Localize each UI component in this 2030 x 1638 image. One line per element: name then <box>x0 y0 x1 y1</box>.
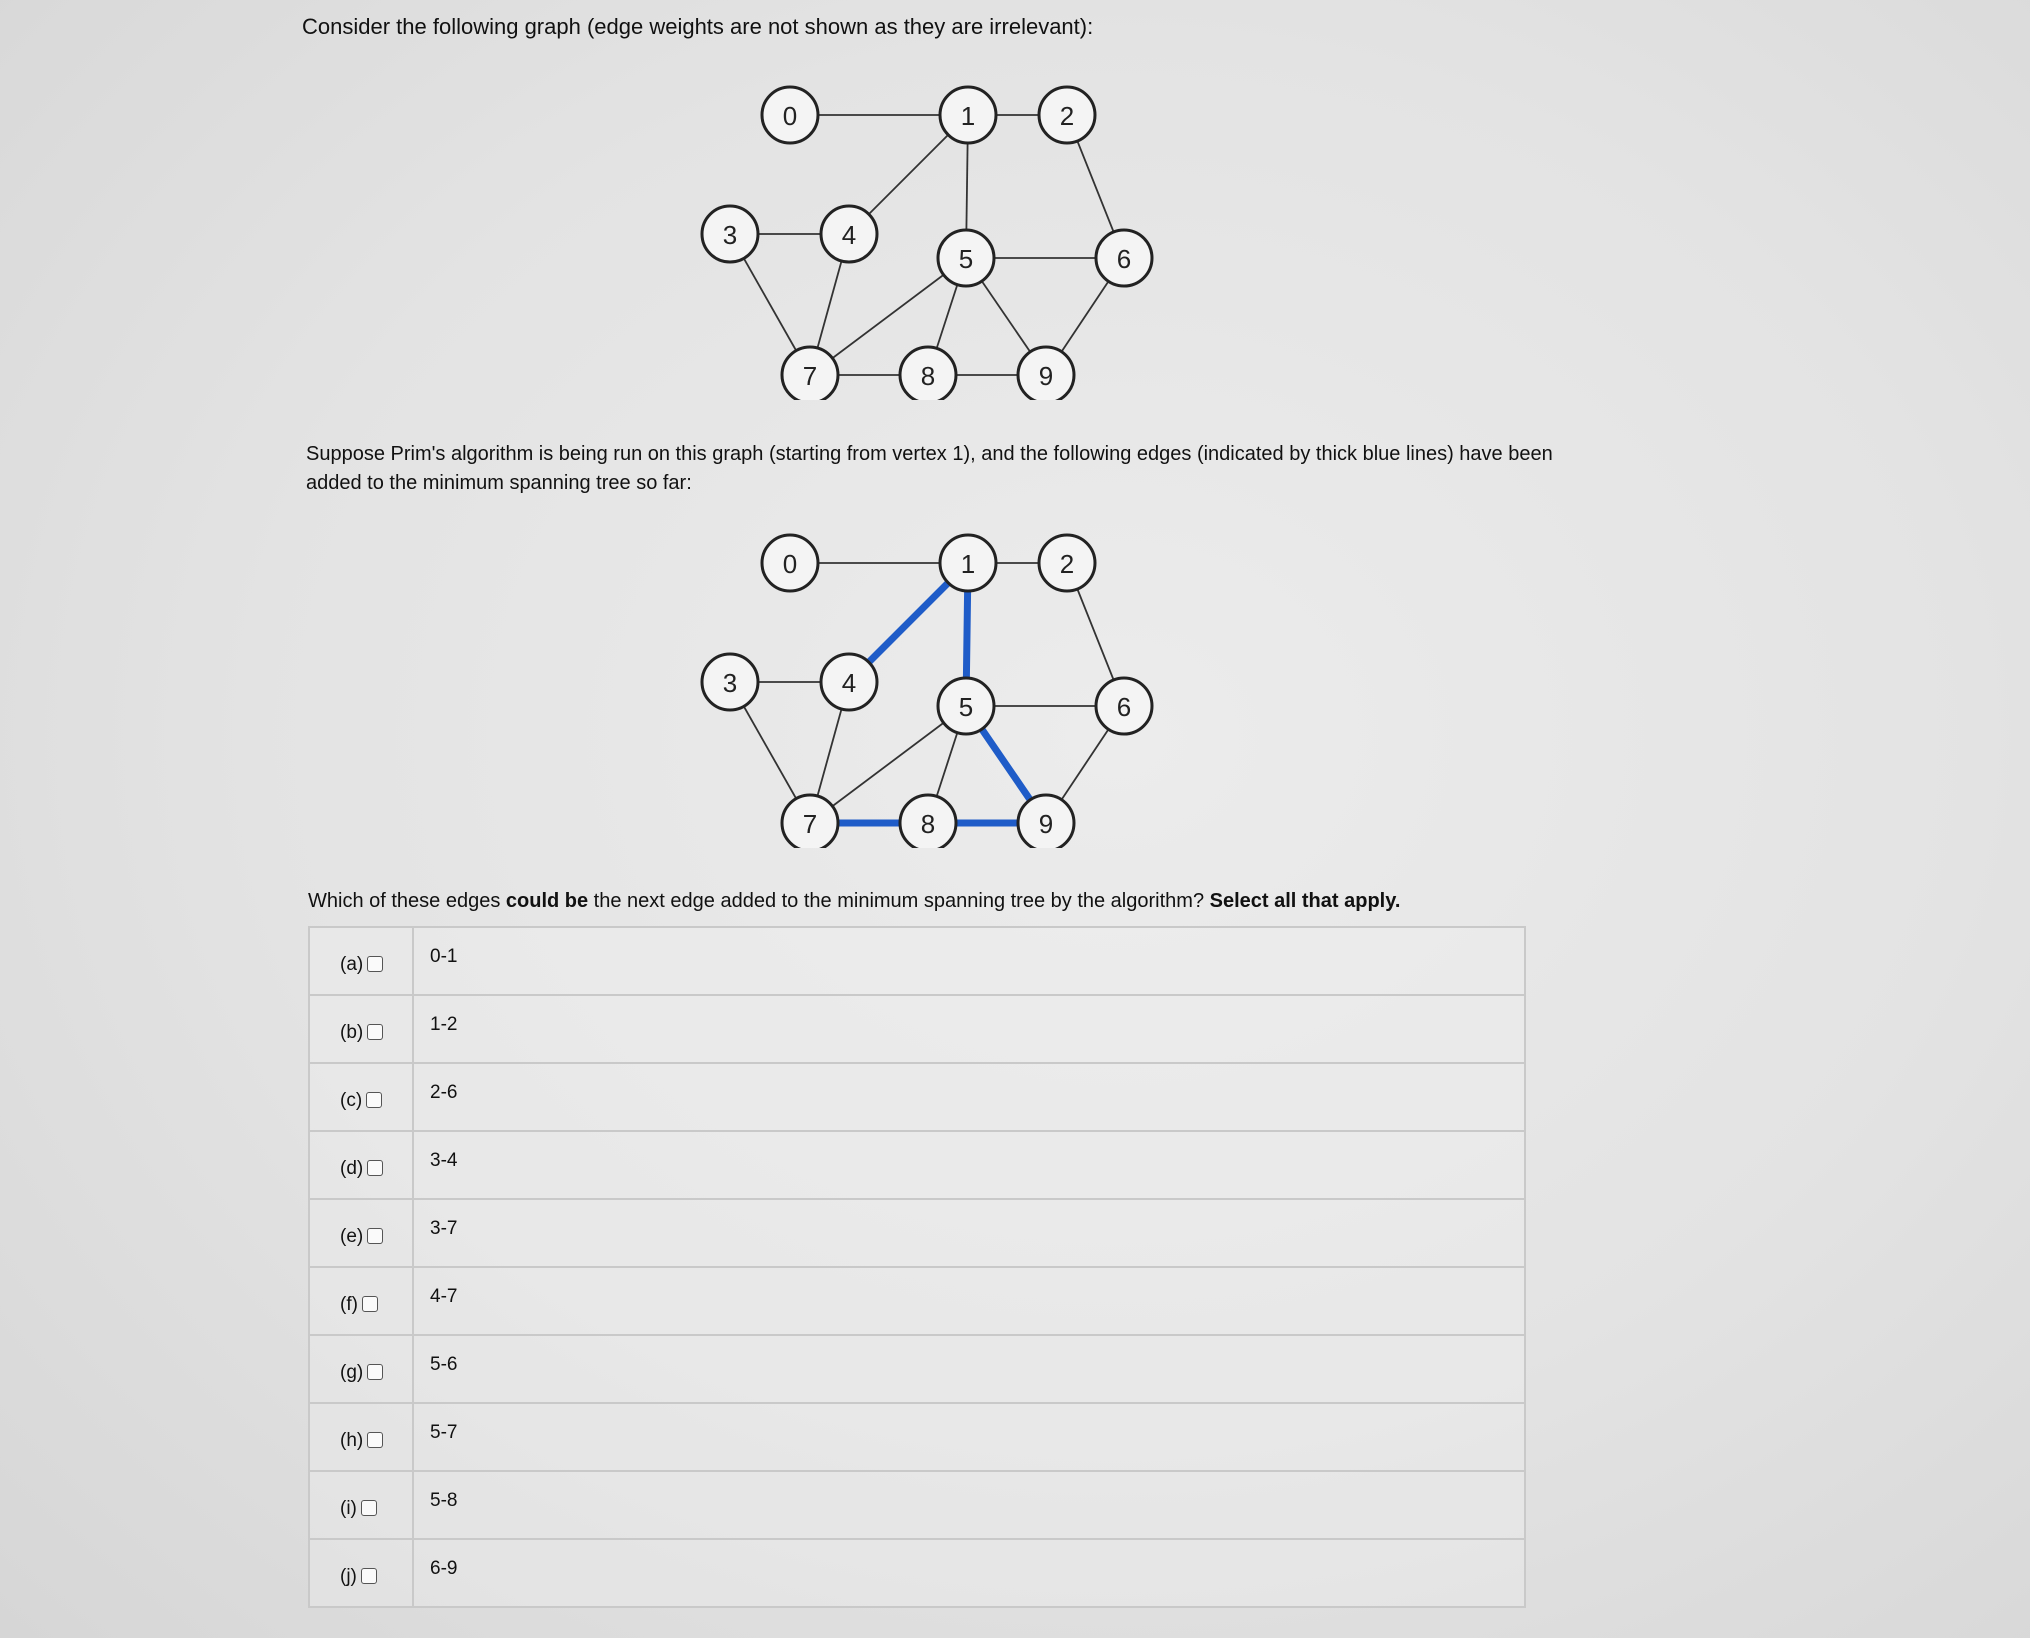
option-letter: (a) <box>340 954 364 975</box>
option-row-5-6 <box>310 1336 1524 1404</box>
option-edge-label: 5-6 <box>430 1354 458 1375</box>
option-label-cell <box>310 1472 414 1538</box>
graph-node-1 <box>940 535 996 591</box>
graph-node-7 <box>782 795 838 848</box>
question-part-1: Which of these edges <box>308 890 506 912</box>
option-letter: (d) <box>340 1158 364 1179</box>
option-checkbox[interactable] <box>367 1432 383 1448</box>
node-label: 1 <box>960 549 976 579</box>
option-letter: (f) <box>340 1294 358 1315</box>
node-label: 2 <box>1059 549 1075 579</box>
option-row-4-7 <box>310 1268 1524 1336</box>
option-row-3-7 <box>310 1200 1524 1268</box>
answer-options-table <box>308 926 1526 1608</box>
node-label: 5 <box>958 244 974 274</box>
graph-node-4 <box>821 654 877 710</box>
graph-node-4 <box>821 206 877 262</box>
graph-node-9 <box>1018 347 1074 400</box>
node-label: 7 <box>802 809 818 839</box>
option-letter: (e) <box>340 1226 364 1247</box>
option-label-cell <box>310 1064 414 1130</box>
option-edge-label: 6-9 <box>430 1558 458 1579</box>
option-row-5-7 <box>310 1404 1524 1472</box>
graph-node-6 <box>1096 230 1152 286</box>
option-label-cell <box>310 1268 414 1334</box>
node-label: 6 <box>1116 692 1132 722</box>
option-checkbox[interactable] <box>367 956 383 972</box>
option-label-cell <box>310 1200 414 1266</box>
option-letter: (c) <box>340 1090 363 1111</box>
graph-node-5 <box>938 230 994 286</box>
graph-node-6 <box>1096 678 1152 734</box>
node-label: 7 <box>802 361 818 391</box>
option-letter: (i) <box>340 1498 357 1519</box>
question-part-2: the next edge added to the minimum spanning tree by the algorithm? <box>588 890 1210 912</box>
option-checkbox[interactable] <box>367 1024 383 1040</box>
graph-node-9 <box>1018 795 1074 848</box>
option-checkbox[interactable] <box>366 1092 382 1108</box>
option-row-5-8 <box>310 1472 1524 1540</box>
option-label-cell <box>310 1404 414 1470</box>
option-edge-label: 2-6 <box>430 1082 458 1103</box>
option-letter: (b) <box>340 1022 364 1043</box>
option-label-cell <box>310 928 414 994</box>
node-label: 4 <box>841 668 857 698</box>
option-checkbox[interactable] <box>361 1500 377 1516</box>
option-label-cell <box>310 1336 414 1402</box>
mst-graph-svg <box>690 508 1170 848</box>
graph-diagram <box>690 60 1170 400</box>
node-label: 9 <box>1038 809 1054 839</box>
option-checkbox[interactable] <box>362 1296 378 1312</box>
node-label: 8 <box>920 361 936 391</box>
question-text <box>308 886 1400 916</box>
node-label: 1 <box>960 101 976 131</box>
option-row-6-9 <box>310 1540 1524 1608</box>
graph-node-1 <box>940 87 996 143</box>
graph-svg <box>690 60 1170 400</box>
node-label: 0 <box>782 101 798 131</box>
option-letter: (j) <box>340 1566 357 1587</box>
prim-description-text: Suppose Prim's algorithm is being run on this graph (starting from vertex 1), and the following edges (indicated by thick blue lines) have been added to the minimum spanning tree so far: <box>306 443 1553 494</box>
node-label: 3 <box>722 668 738 698</box>
option-edge-label: 0-1 <box>430 946 458 967</box>
option-checkbox[interactable] <box>361 1568 377 1584</box>
node-label: 3 <box>722 220 738 250</box>
graph-node-3 <box>702 206 758 262</box>
option-letter: (h) <box>340 1430 364 1451</box>
graph-node-3 <box>702 654 758 710</box>
option-edge-label: 3-7 <box>430 1218 458 1239</box>
option-row-3-4 <box>310 1132 1524 1200</box>
option-letter: (g) <box>340 1362 364 1383</box>
graph-node-5 <box>938 678 994 734</box>
option-edge-label: 3-4 <box>430 1150 458 1171</box>
graph-node-2 <box>1039 535 1095 591</box>
option-edge-label: 4-7 <box>430 1286 458 1307</box>
option-label-cell <box>310 1540 414 1606</box>
option-row-2-6 <box>310 1064 1524 1132</box>
option-edge-label: 1-2 <box>430 1014 458 1035</box>
option-edge-label: 5-8 <box>430 1490 458 1511</box>
option-checkbox[interactable] <box>367 1364 383 1380</box>
option-label-cell <box>310 996 414 1062</box>
option-checkbox[interactable] <box>367 1228 383 1244</box>
graph-node-8 <box>900 795 956 848</box>
node-label: 5 <box>958 692 974 722</box>
option-row-1-2 <box>310 996 1524 1064</box>
option-edge-label: 5-7 <box>430 1422 458 1443</box>
question-emphasis-could-be: could be <box>505 890 589 912</box>
mst-progress-diagram <box>690 508 1170 848</box>
graph-node-7 <box>782 347 838 400</box>
intro-text: Consider the following graph (edge weights are not shown as they are irrelevant): <box>302 14 1094 39</box>
node-label: 2 <box>1059 101 1075 131</box>
question-instruction: Select all that apply. <box>1209 890 1401 912</box>
node-label: 6 <box>1116 244 1132 274</box>
node-label: 0 <box>782 549 798 579</box>
node-label: 4 <box>841 220 857 250</box>
graph-node-0 <box>762 87 818 143</box>
graph-node-8 <box>900 347 956 400</box>
option-checkbox[interactable] <box>367 1160 383 1176</box>
node-label: 8 <box>920 809 936 839</box>
graph-node-2 <box>1039 87 1095 143</box>
option-row-0-1 <box>310 928 1524 996</box>
option-label-cell <box>310 1132 414 1198</box>
graph-node-0 <box>762 535 818 591</box>
node-label: 9 <box>1038 361 1054 391</box>
